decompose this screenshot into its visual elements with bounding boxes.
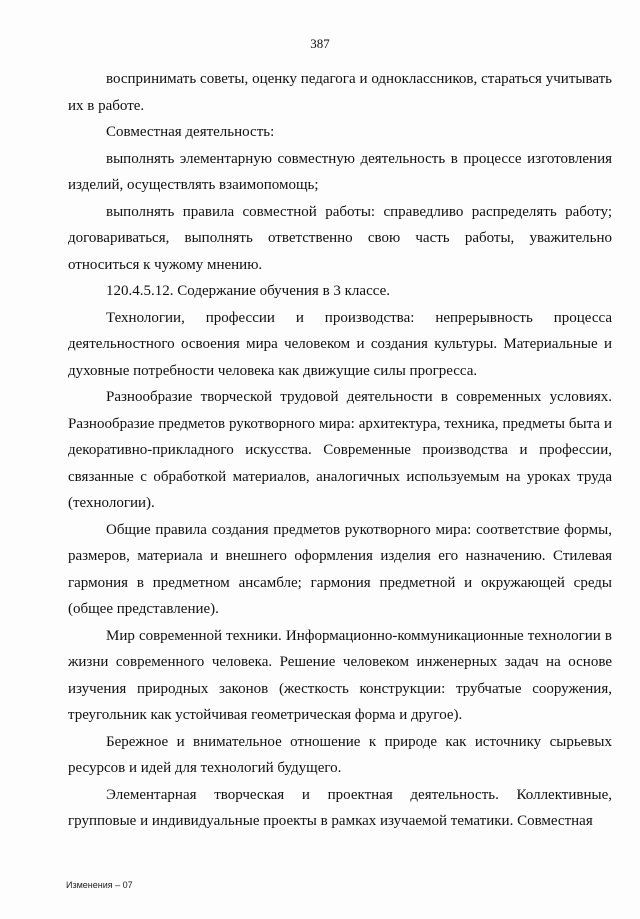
- paragraph: Общие правила создания предметов рукотворного мира: соответствие формы, размеров, материала и внешнего оформления изделия его назначению. Стилевая гармония в предметном ансамбле; гармония предметной и окружающей среды (общее представление).: [68, 521, 612, 617]
- paragraph: Совместная деятельность:: [106, 124, 275, 140]
- paragraph: Мир современной техники. Информационно-коммуникационные технологии в жизни современного человека. Решение человеком инженерных задач на основе изучения природных законов (жесткость конструкции: трубчатые сооружения, треугольник как устойчивая геометрическая форма и другое).: [68, 627, 612, 723]
- document-body: [68, 66, 612, 835]
- section-heading: 120.4.5.12. Содержание обучения в 3 классе.: [106, 283, 390, 299]
- paragraph: Бережное и внимательное отношение к природе как источнику сырьевых ресурсов и идей для технологий будущего.: [68, 733, 612, 776]
- paragraph: Элементарная творческая и проектная деятельность. Коллективные, групповые и индивидуальные проекты в рамках изучаемой тематики. Совместная: [68, 786, 612, 829]
- paragraph: выполнять правила совместной работы: справедливо распределять работу; договариваться, выполнять ответственно свою часть работы, уважительно относиться к чужому мнению.: [68, 203, 612, 273]
- footer-revision-note: Изменения – 07: [66, 880, 133, 890]
- paragraph: воспринимать советы, оценку педагога и одноклассников, стараться учитывать их в работе.: [68, 71, 612, 114]
- paragraph: Технологии, профессии и производства: непрерывность процесса деятельностного освоения мира человеком и создания культуры. Материальные и духовные потребности человека как движущие силы прогресса.: [68, 309, 612, 379]
- paragraph: выполнять элементарную совместную деятельность в процессе изготовления изделий, осуществлять взаимопомощь;: [68, 150, 612, 193]
- page-number: 387: [310, 36, 330, 51]
- paragraph: Разнообразие творческой трудовой деятельности в современных условиях. Разнообразие предметов рукотворного мира: архитектура, техника, предметы быта и декоративно-прикладного искусства. Современные производства и профессии, связанные с обработкой материалов, аналогичных используемым на уроках труда (технологии).: [68, 389, 612, 511]
